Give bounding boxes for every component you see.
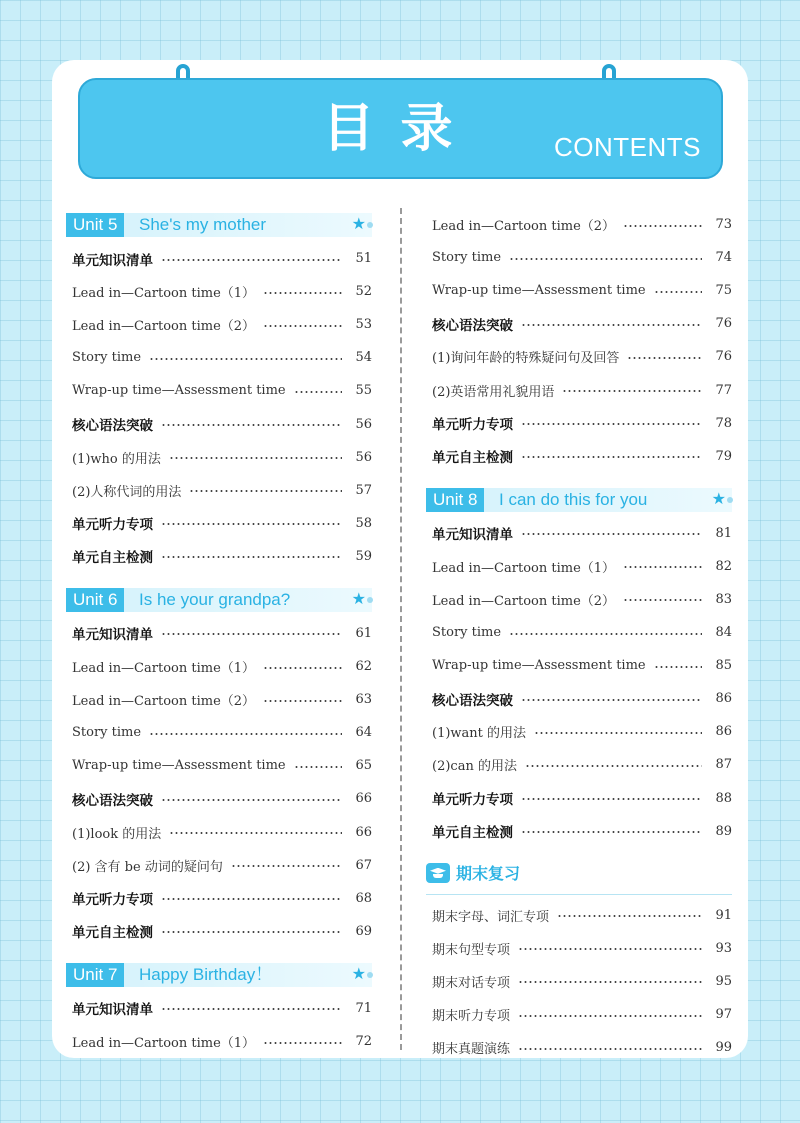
- dot-leader: [169, 457, 342, 459]
- toc-entry-label: (2) 含有 be 动词的疑问句: [72, 859, 223, 875]
- toc-entry-label: 单元知识清单: [72, 1002, 153, 1019]
- toc-entry-label: Lead in—Cartoon time（1）: [72, 661, 256, 677]
- toc-entry-page: 73: [715, 217, 732, 233]
- toc-entry[interactable]: [426, 815, 732, 848]
- dot-leader: [521, 831, 702, 833]
- toc-entry-page: 88: [715, 790, 732, 806]
- toc-entry-page: 78: [715, 415, 732, 431]
- dot-leader: [231, 865, 342, 867]
- dot-leader: [161, 1008, 342, 1010]
- final-review-heading: [426, 856, 732, 890]
- toc-entry-label: 核心语法突破: [432, 317, 513, 334]
- graduation-cap-icon: [426, 863, 450, 883]
- toc-entry-label: 单元听力专项: [432, 417, 513, 434]
- toc-entry-label: 单元自主检测: [72, 550, 153, 567]
- toc-entry-page: 54: [355, 350, 372, 366]
- toc-entry-label: Story time: [432, 250, 502, 266]
- toc-entry-page: 81: [715, 525, 732, 541]
- toc-entry[interactable]: [66, 882, 372, 915]
- dot-leader: [263, 667, 342, 669]
- toc-entry[interactable]: [66, 407, 372, 440]
- toc-entry[interactable]: [426, 682, 732, 715]
- toc-entry[interactable]: [66, 308, 372, 341]
- toc-entry[interactable]: [66, 441, 372, 474]
- toc-entry-page: 56: [355, 416, 372, 432]
- toc-entry-page: 52: [355, 284, 372, 300]
- dot-leader: [263, 1042, 342, 1044]
- toc-entry-page: 69: [355, 923, 372, 939]
- toc-entry-label: 单元知识清单: [72, 252, 153, 269]
- toc-entry-page: 66: [355, 824, 372, 840]
- toc-entry[interactable]: [426, 340, 732, 373]
- dot-leader: [654, 666, 702, 668]
- dot-leader: [294, 391, 342, 393]
- toc-entry[interactable]: [66, 341, 372, 374]
- toc-entry-label: Lead in—Cartoon time（2）: [432, 593, 616, 609]
- toc-entry[interactable]: [66, 374, 372, 407]
- toc-entry-page: 93: [715, 940, 732, 956]
- dot-leader: [161, 424, 342, 426]
- toc-entry-page: 76: [715, 316, 732, 332]
- dot-leader: [518, 948, 702, 950]
- toc-entry-label: Wrap-up time—Assessment time: [432, 658, 646, 674]
- toc-entry-page: 79: [715, 448, 732, 464]
- dot-leader: [161, 523, 342, 525]
- toc-entry[interactable]: [426, 965, 732, 998]
- unit-title: She's my mother: [139, 215, 267, 234]
- dot-leader: [521, 798, 702, 800]
- toc-entry-page: 63: [355, 692, 372, 708]
- final-review-title: 期末复习: [456, 864, 521, 884]
- unit-heading: [66, 588, 372, 612]
- dot-leader: [294, 766, 342, 768]
- toc-entry-page: 91: [715, 907, 732, 923]
- toc-entry[interactable]: [426, 517, 732, 550]
- toc-entry-label: (1)look 的用法: [72, 826, 162, 842]
- page-subtitle: CONTENTS: [554, 132, 701, 162]
- toc-entry-label: 期末听力专项: [432, 1009, 511, 1025]
- toc-entry[interactable]: [66, 992, 372, 1025]
- toc-entry-page: 85: [715, 658, 732, 674]
- dot-leader: [518, 981, 702, 983]
- toc-entry[interactable]: [66, 849, 372, 882]
- toc-entry-label: Lead in—Cartoon time（1）: [72, 1036, 256, 1052]
- toc-entry-label: Lead in—Cartoon time（1）: [72, 286, 256, 302]
- toc-entry[interactable]: [426, 550, 732, 583]
- dot-leader: [161, 556, 342, 558]
- toc-entry-label: Wrap-up time—Assessment time: [72, 758, 286, 774]
- dot-leader: [149, 358, 342, 360]
- toc-entry-page: 57: [355, 482, 372, 498]
- toc-entry-label: 单元自主检测: [432, 450, 513, 467]
- dot-leader: [189, 490, 342, 492]
- dot-leader: [518, 1048, 702, 1050]
- dot-leader: [521, 699, 702, 701]
- toc-entry[interactable]: [426, 715, 732, 748]
- toc-left-column: [66, 208, 372, 1058]
- toc-entry-label: (1)want 的用法: [432, 726, 527, 742]
- toc-entry[interactable]: [426, 932, 732, 965]
- unit-number-tag: Unit 7: [66, 963, 124, 987]
- toc-entry-label: 单元知识清单: [72, 627, 153, 644]
- toc-entry-label: (1)询问年龄的特殊疑问句及回答: [432, 351, 620, 367]
- dot-leader: [161, 259, 342, 261]
- dot-leader: [161, 799, 342, 801]
- dot-leader: [263, 292, 342, 294]
- toc-entry-page: 83: [715, 591, 732, 607]
- toc-entry[interactable]: [66, 242, 372, 275]
- dot-leader: [521, 456, 702, 458]
- toc-entry-label: 核心语法突破: [432, 692, 513, 709]
- dot-leader: [627, 357, 702, 359]
- toc-right-column: [426, 208, 732, 1064]
- dot-leader: [654, 291, 702, 293]
- dot-leader: [149, 733, 342, 735]
- page-title: 目录: [322, 99, 479, 159]
- unit-number-tag: Unit 8: [426, 488, 484, 512]
- toc-entry[interactable]: [426, 373, 732, 406]
- dot-leader: [161, 931, 342, 933]
- toc-entry[interactable]: [426, 616, 732, 649]
- toc-entry-page: 68: [355, 890, 372, 906]
- toc-entry-label: Lead in—Cartoon time（1）: [432, 560, 616, 576]
- toc-entry[interactable]: [426, 583, 732, 616]
- toc-entry[interactable]: [66, 1025, 372, 1058]
- toc-entry-page: 97: [715, 1007, 732, 1023]
- star-icon: ★: [351, 588, 366, 608]
- star-icon: ★: [351, 214, 366, 233]
- toc-entry[interactable]: [426, 208, 732, 241]
- final-review-underline: [426, 894, 732, 895]
- toc-entry[interactable]: [426, 899, 732, 932]
- column-divider: [400, 208, 402, 1050]
- dot-leader: [169, 832, 342, 834]
- toc-entry-label: 核心语法突破: [72, 418, 153, 435]
- toc-entry-page: 65: [355, 758, 372, 774]
- toc-entry-label: 期末句型专项: [432, 942, 511, 958]
- dot-leader: [509, 258, 702, 260]
- toc-entry[interactable]: [426, 274, 732, 307]
- unit-heading: [426, 488, 732, 512]
- toc-entry-label: Wrap-up time—Assessment time: [72, 383, 286, 399]
- toc-entry-page: 51: [355, 251, 372, 267]
- toc-entry[interactable]: [426, 998, 732, 1031]
- toc-entry[interactable]: [66, 716, 372, 749]
- toc-entry-label: Story time: [72, 350, 142, 366]
- toc-entry-label: Wrap-up time—Assessment time: [432, 283, 646, 299]
- toc-entry-page: 67: [355, 857, 372, 873]
- toc-entry[interactable]: [66, 683, 372, 716]
- dot-leader: [518, 1015, 702, 1017]
- toc-entry-page: 61: [355, 625, 372, 641]
- unit-number-tag: Unit 6: [66, 588, 124, 612]
- toc-entry-label: (2)英语常用礼貌用语: [432, 384, 555, 400]
- toc-entry-page: 84: [715, 625, 732, 641]
- toc-entry[interactable]: [426, 649, 732, 682]
- unit-heading: [66, 213, 372, 237]
- toc-entry-page: 56: [355, 449, 372, 465]
- toc-entry[interactable]: [426, 241, 732, 274]
- dot-leader: [521, 324, 702, 326]
- toc-entry-page: 82: [715, 558, 732, 574]
- unit-title: Is he your grandpa?: [139, 589, 291, 609]
- toc-entry[interactable]: [66, 650, 372, 683]
- toc-entry-label: 期末字母、词汇专项: [432, 909, 550, 925]
- dot-leader: [557, 915, 702, 917]
- dot-leader: [623, 225, 702, 227]
- star-icon: ★: [711, 488, 726, 508]
- toc-entry[interactable]: [66, 507, 372, 540]
- toc-entry[interactable]: [426, 440, 732, 473]
- toc-entry[interactable]: [66, 540, 372, 573]
- unit-title: I can do this for you: [499, 489, 648, 509]
- toc-entry-label: 期末真题演练: [432, 1042, 511, 1058]
- toc-entry-label: Story time: [432, 625, 502, 641]
- toc-entry-label: 单元听力专项: [72, 517, 153, 534]
- toc-entry-page: 89: [715, 823, 732, 839]
- dot-leader: [521, 423, 702, 425]
- toc-entry-page: 66: [355, 791, 372, 807]
- dot-leader: [263, 325, 342, 327]
- toc-entry-page: 86: [715, 691, 732, 707]
- toc-entry-page: 53: [355, 317, 372, 333]
- toc-entry[interactable]: [426, 748, 732, 781]
- dot-leader: [509, 633, 702, 635]
- toc-entry-label: 期末对话专项: [432, 975, 511, 991]
- toc-entry[interactable]: [66, 617, 372, 650]
- dot-leader: [623, 566, 702, 568]
- toc-entry-label: (2)can 的用法: [432, 759, 517, 775]
- unit-number-tag: Unit 5: [66, 213, 124, 237]
- contents-header: [78, 78, 723, 179]
- toc-entry-label: 单元自主检测: [72, 925, 153, 942]
- toc-entry[interactable]: [66, 474, 372, 507]
- dot-leader: [263, 700, 342, 702]
- toc-entry[interactable]: [66, 782, 372, 815]
- toc-entry[interactable]: [66, 915, 372, 948]
- toc-entry-label: Lead in—Cartoon time（2）: [432, 219, 616, 235]
- toc-entry-label: 核心语法突破: [72, 792, 153, 809]
- toc-entry-label: (1)who 的用法: [72, 451, 161, 467]
- toc-entry-page: 87: [715, 757, 732, 773]
- toc-entry-label: 单元自主检测: [432, 825, 513, 842]
- toc-entry[interactable]: [426, 407, 732, 440]
- toc-entry-label: 单元听力专项: [72, 892, 153, 909]
- toc-entry-page: 72: [355, 1034, 372, 1050]
- toc-entry-label: Lead in—Cartoon time（2）: [72, 319, 256, 335]
- toc-entry-page: 77: [715, 382, 732, 398]
- toc-entry-page: 59: [355, 548, 372, 564]
- dot-leader: [562, 390, 702, 392]
- toc-entry[interactable]: [426, 307, 732, 340]
- toc-entry-label: (2)人称代词的用法: [72, 484, 182, 500]
- toc-entry-label: 单元知识清单: [432, 527, 513, 544]
- dot-leader: [161, 633, 342, 635]
- dot-leader: [161, 898, 342, 900]
- unit-heading: [66, 963, 372, 987]
- dot-leader: [521, 533, 702, 535]
- toc-entry-page: 62: [355, 659, 372, 675]
- toc-entry-label: Lead in—Cartoon time（2）: [72, 694, 256, 710]
- toc-entry-page: 64: [355, 725, 372, 741]
- toc-entry[interactable]: [426, 1031, 732, 1064]
- toc-entry[interactable]: [66, 816, 372, 849]
- toc-entry-page: 76: [715, 349, 732, 365]
- toc-entry-page: 99: [715, 1040, 732, 1056]
- toc-entry-label: 单元听力专项: [432, 792, 513, 809]
- toc-entry-label: Story time: [72, 725, 142, 741]
- dot-leader: [525, 765, 702, 767]
- unit-title: Happy Birthday！: [139, 964, 273, 984]
- dot-leader: [623, 599, 702, 601]
- toc-entry-page: 75: [715, 283, 732, 299]
- toc-entry-page: 58: [355, 515, 372, 531]
- dot-leader: [534, 732, 702, 734]
- toc-entry[interactable]: [66, 275, 372, 308]
- toc-entry-page: 55: [355, 383, 372, 399]
- toc-entry-page: 71: [355, 1000, 372, 1016]
- toc-entry-page: 74: [715, 250, 732, 266]
- toc-entry-page: 86: [715, 724, 732, 740]
- toc-entry[interactable]: [66, 749, 372, 782]
- star-icon: ★: [351, 963, 366, 983]
- toc-entry-page: 95: [715, 973, 732, 989]
- toc-entry[interactable]: [426, 782, 732, 815]
